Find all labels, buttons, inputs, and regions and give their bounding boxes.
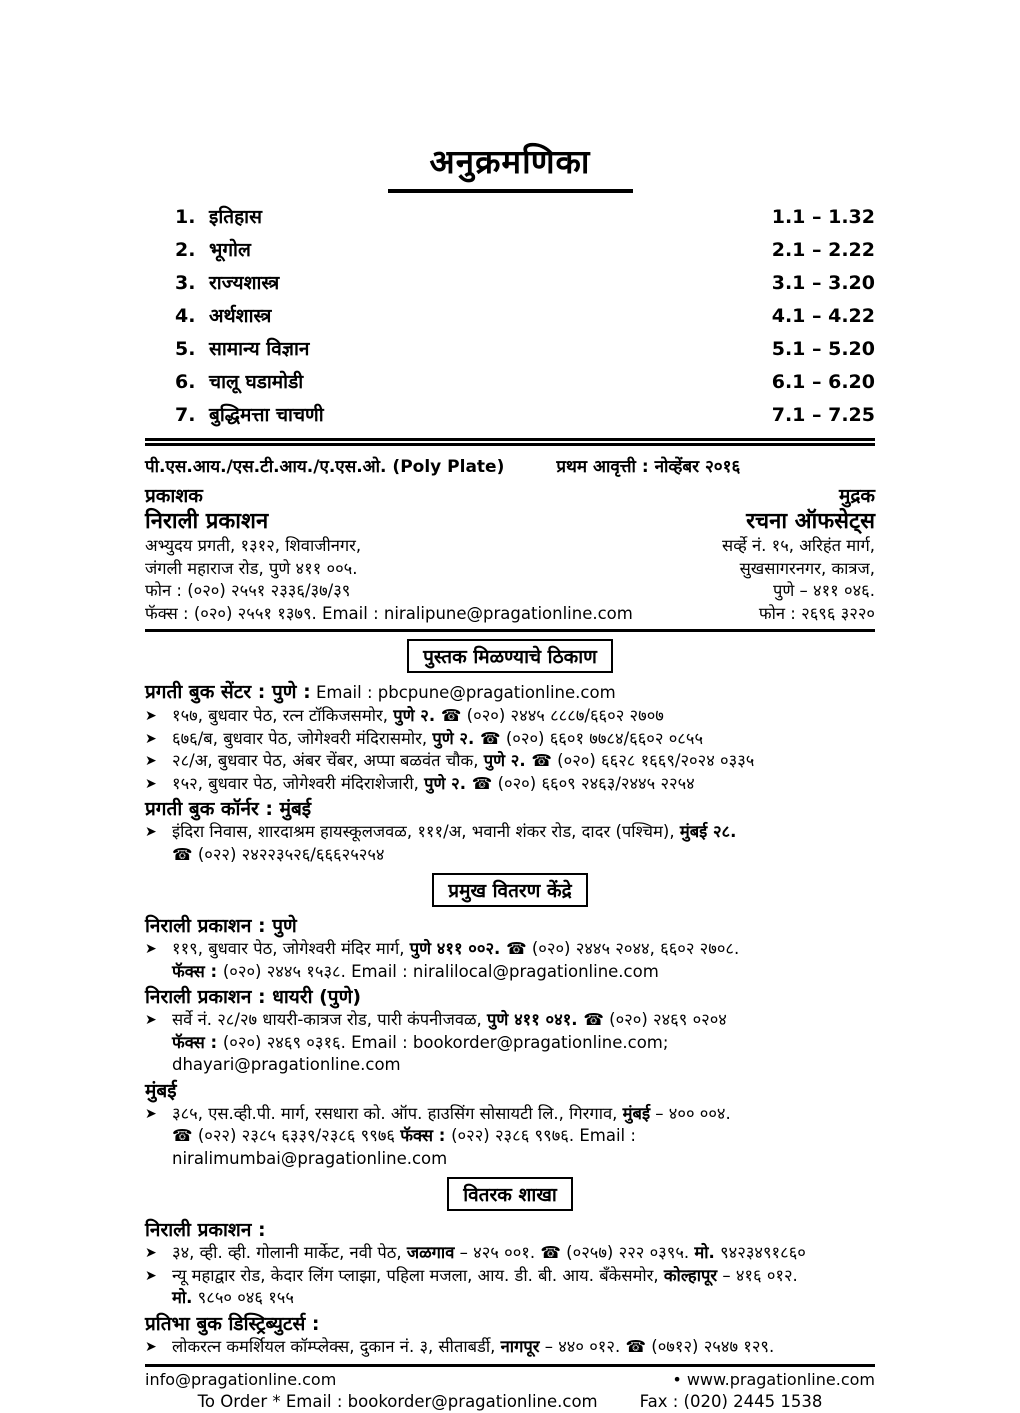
text-segment: (०२०) २४६९ ०२०४ xyxy=(609,1010,727,1029)
phone-icon: ☎ xyxy=(440,706,467,725)
heading-pragati-book-corner-mumbai: प्रगती बुक कॉर्नर : मुंबई xyxy=(145,798,312,820)
text-segment: नागपूर xyxy=(500,1336,540,1356)
publisher-phone: फोन : (०२०) २५५१ २३३६/३७/३९ xyxy=(145,581,351,600)
heading-text: प्रगती बुक सेंटर : पुणे : xyxy=(145,681,311,703)
text-segment: पुणे २. xyxy=(393,706,441,725)
series-title: पी.एस.आय./एस.टी.आय./ए.एस.ओ. (Poly Plate) xyxy=(145,457,505,477)
printer-address-line: सुखसागरनगर, कात्रज, xyxy=(739,558,875,578)
heading-mumbai: मुंबई xyxy=(145,1079,177,1102)
text-segment: (०२०) २४४५ १५३८. Email : niralilocal@pragationline.com xyxy=(222,961,659,981)
toc-pages: 2.1 – 2.22 xyxy=(771,239,875,261)
footer-divider xyxy=(145,1364,875,1367)
arrow-bullet-icon: ➤ xyxy=(145,1267,157,1284)
toc-number: 3. xyxy=(175,272,196,294)
branch-address-row xyxy=(145,1265,875,1288)
toc-item xyxy=(145,306,875,327)
publisher-address-line: अभ्युदय प्रगती, १३१२, शिवाजीनगर, xyxy=(145,536,362,555)
distributor-address-continued xyxy=(145,961,875,984)
footer-fax: Fax : (020) 2445 1538 xyxy=(639,1392,823,1411)
text-segment: (०२०) ६६२८ १६६९/२०२४ ०३३५ xyxy=(557,751,755,770)
phone-icon: ☎ xyxy=(172,844,198,864)
arrow-bullet-icon: ➤ xyxy=(145,1012,157,1028)
toc-item xyxy=(145,372,875,393)
arrow-bullet-icon: ➤ xyxy=(145,1338,157,1355)
text-segment: मुंबई २८. xyxy=(679,822,737,841)
branch-address xyxy=(172,1242,875,1265)
text-segment: – ४२५ ००१. xyxy=(454,1243,541,1262)
publisher-fax-email: फॅक्स : (०२०) २५५१ १३७९. Email : niralipune@pragationline.com xyxy=(145,603,633,623)
toc-label: चालू घडामोडी xyxy=(209,371,304,393)
text-segment: ११९, बुधवार पेठ, जोगेश्वरी मंदिर मार्ग, xyxy=(172,939,410,958)
toc-pages: 1.1 – 1.32 xyxy=(771,206,875,228)
footer-website xyxy=(672,1369,875,1391)
phone-icon: ☎ xyxy=(531,751,558,770)
publisher-name: निराली प्रकाशन xyxy=(145,509,269,534)
section-header-distributor-branches: वितरक शाखा xyxy=(447,1177,573,1211)
text-segment: फॅक्स : xyxy=(172,961,223,981)
arrow-bullet-icon: ➤ xyxy=(145,1105,157,1122)
toc-number: 5. xyxy=(175,338,196,360)
section-header-book-locations: पुस्तक मिळण्याचे ठिकाण xyxy=(407,639,613,673)
store-address-row xyxy=(145,750,875,773)
branch-address-row xyxy=(145,1336,875,1359)
text-segment: २८/अ, बुधवार पेठ, अंबर चेंबर, अप्पा बळवंत चौक, xyxy=(172,751,484,770)
phone-icon: ☎ xyxy=(540,1243,567,1262)
arrow-bullet-icon: ➤ xyxy=(145,730,157,747)
arrow-bullet-icon: ➤ xyxy=(145,941,157,957)
text-segment: (०२०) ६६०९ २४६३/२४४५ २२५४ xyxy=(497,773,695,793)
text-segment: ३८५, एस.व्ही.पी. मार्ग, रसधारा को. ऑप. हाउसिंग सोसायटी लि., गिरगाव, xyxy=(172,1103,623,1123)
text-segment: जळगाव xyxy=(406,1243,455,1262)
toc-number: 4. xyxy=(175,305,196,327)
phone-icon: ☎ xyxy=(471,773,498,793)
distributor-address xyxy=(172,938,875,961)
toc-number: 7. xyxy=(175,404,196,426)
publisher-printer-block xyxy=(145,485,875,625)
text-segment: १५२, बुधवार पेठ, जोगेश्वरी मंदिराशेजारी, xyxy=(172,773,425,793)
distributor-address xyxy=(172,1103,875,1126)
text-segment: ९४२३४९१८६० xyxy=(714,1243,806,1262)
arrow-bullet-icon: ➤ xyxy=(145,753,157,769)
text-segment: (०२०) २४६९ ०३१६. Email : bookorder@pragationline.com; dhayari@pragationline.com xyxy=(172,1032,669,1074)
text-segment: (०२२) २३८६ ९९७६. Email : niralimumbai@pragationline.com xyxy=(172,1126,636,1168)
text-segment: – ४०० ००४. xyxy=(650,1103,731,1123)
printer-role: मुद्रक xyxy=(838,485,875,507)
toc-item xyxy=(145,273,875,294)
section-header-distribution-centers: प्रमुख वितरण केंद्रे xyxy=(432,873,587,907)
toc-label: राज्यशास्त्र xyxy=(209,272,280,294)
store-address xyxy=(172,705,875,728)
text-segment: (०७१२) २५४७ १२९. xyxy=(651,1336,775,1356)
heading-pragati-book-center-pune xyxy=(145,680,875,705)
footer-order-row xyxy=(145,1391,875,1413)
heading-nirali-prakashan-branches: निराली प्रकाशन : xyxy=(145,1219,266,1241)
distributor-address-row xyxy=(145,1103,875,1126)
phone-icon: ☎ xyxy=(625,1336,652,1356)
arrow-bullet-icon: ➤ xyxy=(145,708,157,724)
toc-label: सामान्य विज्ञान xyxy=(209,338,310,360)
toc-item xyxy=(145,339,875,360)
store-address xyxy=(172,750,875,773)
toc-label: इतिहास xyxy=(209,206,262,228)
text-segment: मो. xyxy=(694,1243,715,1262)
text-segment: पुणे २. xyxy=(432,728,481,748)
footer-website-text: www.pragationline.com xyxy=(681,1370,875,1389)
store-address-row xyxy=(145,705,875,728)
toc-pages: 7.1 – 7.25 xyxy=(771,404,875,426)
distributor-address-row xyxy=(145,1009,875,1032)
distributor-address xyxy=(172,1009,875,1032)
phone-icon: ☎ xyxy=(480,728,506,748)
page-title: अनुक्रमणिका xyxy=(429,142,591,181)
branch-address xyxy=(172,1336,875,1359)
text-segment: (०२०) ६६०१ ७७८४/६६०२ ०८५५ xyxy=(505,728,704,748)
toc-item xyxy=(145,240,875,261)
toc-pages: 4.1 – 4.22 xyxy=(771,305,875,327)
divider xyxy=(145,629,875,632)
text-segment: (०२२) २३८५ ६३३९/२३८६ ९९७६ xyxy=(197,1126,401,1145)
arrow-bullet-icon: ➤ xyxy=(145,1245,157,1261)
text-segment: – ४४० ०१२. xyxy=(539,1336,626,1356)
text-segment: ९८५० ०४६ १५५ xyxy=(192,1288,294,1307)
phone-icon: ☎ xyxy=(583,1010,610,1029)
toc-number: 2. xyxy=(175,239,196,261)
text-segment: १५७, बुधवार पेठ, रत्न टॉकिजसमोर, xyxy=(172,706,394,725)
heading-email: Email : pbcpune@pragationline.com xyxy=(310,683,616,702)
printer-address-line: सर्व्हे नं. १५, अरिहंत मार्ग, xyxy=(722,536,875,555)
arrow-bullet-icon: ➤ xyxy=(145,824,157,840)
store-address-row xyxy=(145,821,875,844)
heading-nirali-prakashan-pune: निराली प्रकाशन : पुणे xyxy=(145,915,297,937)
printer-name: रचना ऑफसेट्स xyxy=(746,509,875,534)
text-segment: पुणे २. xyxy=(483,751,532,770)
phone-icon: ☎ xyxy=(172,1126,198,1145)
text-segment: सर्वे नं. २८/२७ धायरी-कात्रज रोड, पारी कंपनीजवळ, xyxy=(172,1010,488,1029)
publisher-address-line: जंगली महाराज रोड, पुणे ४११ ००५. xyxy=(145,558,358,578)
heading-pratibha-book-distributors: प्रतिभा बुक डिस्ट्रिब्युटर्स : xyxy=(145,1312,320,1335)
text-segment: फॅक्स : xyxy=(400,1126,452,1145)
store-address xyxy=(172,821,875,844)
printer-phone: फोन : २६९६ ३२२० xyxy=(758,603,875,623)
toc-pages: 6.1 – 6.20 xyxy=(771,371,875,393)
text-segment: मुंबई xyxy=(622,1103,651,1123)
toc-number: 6. xyxy=(175,371,196,393)
text-segment: – ४१६ ०१२. xyxy=(717,1265,798,1285)
text-segment: (०२०) २४४५ ८८८७/६६०२ २७०७ xyxy=(466,706,664,725)
double-divider xyxy=(145,438,875,446)
text-segment: (०२५७) २२२ ०३९५. xyxy=(566,1243,695,1262)
imprint-line xyxy=(145,454,875,477)
text-segment: पुणे ४११ ०४१. xyxy=(487,1010,584,1029)
text-segment: ६७६/ब, बुधवार पेठ, जोगेश्वरी मंदिरासमोर, xyxy=(172,728,433,748)
text-segment: ३४, व्ही. व्ही. गोलानी मार्केट, नवी पेठ, xyxy=(172,1243,407,1262)
store-address-row xyxy=(145,773,875,796)
branch-address xyxy=(172,1265,875,1288)
phone-icon: ☎ xyxy=(506,939,532,958)
printer-column xyxy=(722,485,875,625)
title-underline xyxy=(388,189,633,193)
publisher-column xyxy=(145,485,633,625)
distributor-address-continued xyxy=(145,1032,875,1077)
text-segment: न्यू महाद्वार रोड, केदार लिंग प्लाझा, पहिला मजला, आय. डी. बी. आय. बँकेसमोर, xyxy=(172,1265,664,1285)
branch-address-row xyxy=(145,1242,875,1265)
edition-info: प्रथम आवृत्ती : नोव्हेंबर २०१६ xyxy=(556,457,741,477)
text-segment: कोल्हापूर xyxy=(663,1265,718,1285)
toc-list xyxy=(145,207,875,426)
store-address xyxy=(172,773,875,796)
store-address-row xyxy=(145,728,875,751)
heading-nirali-prakashan-dhayari: निराली प्रकाशन : धायरी (पुणे) xyxy=(145,986,362,1008)
toc-number: 1. xyxy=(175,206,196,228)
text-segment: फॅक्स : xyxy=(172,1032,223,1052)
text-segment: (०२०) २४४५ २०४४, ६६०२ २७०८. xyxy=(531,939,740,958)
text-segment: (०२२) २४२२३५२६/६६६२५२५४ xyxy=(197,844,385,864)
footer-email: info@pragationline.com xyxy=(145,1370,337,1389)
toc-pages: 3.1 – 3.20 xyxy=(771,272,875,294)
distributor-address-row xyxy=(145,938,875,961)
toc-label: भूगोल xyxy=(209,239,251,261)
toc-item xyxy=(145,207,875,228)
bullet-icon: • xyxy=(672,1370,682,1389)
branch-address-continued xyxy=(145,1287,875,1310)
printer-address-line: पुणे – ४११ ०४६. xyxy=(772,581,875,600)
text-segment: मो. xyxy=(172,1288,193,1307)
text-segment: पुणे २. xyxy=(424,773,472,793)
toc-label: बुद्धिमत्ता चाचणी xyxy=(209,404,324,426)
footer-order-email: To Order * Email : bookorder@pragationline.com xyxy=(197,1392,598,1411)
toc-pages: 5.1 – 5.20 xyxy=(771,338,875,360)
text-segment: लोकरत्न कमर्शियल कॉम्प्लेक्स, दुकान नं. ३, सीताबर्डी, xyxy=(172,1336,501,1356)
distributor-address-continued xyxy=(145,1125,875,1170)
toc-item xyxy=(145,405,875,426)
store-address-continued xyxy=(145,844,875,867)
footer-contact-row xyxy=(145,1369,875,1391)
publisher-role: प्रकाशक xyxy=(145,485,203,507)
text-segment: इंदिरा निवास, शारदाश्रम हायस्कूलजवळ, १११/अ, भवानी शंकर रोड, दादर (पश्चिम), xyxy=(172,822,680,841)
toc-label: अर्थशास्त्र xyxy=(209,305,272,327)
text-segment: पुणे ४११ ००२. xyxy=(409,939,507,958)
store-address xyxy=(172,728,875,751)
arrow-bullet-icon: ➤ xyxy=(145,775,157,792)
